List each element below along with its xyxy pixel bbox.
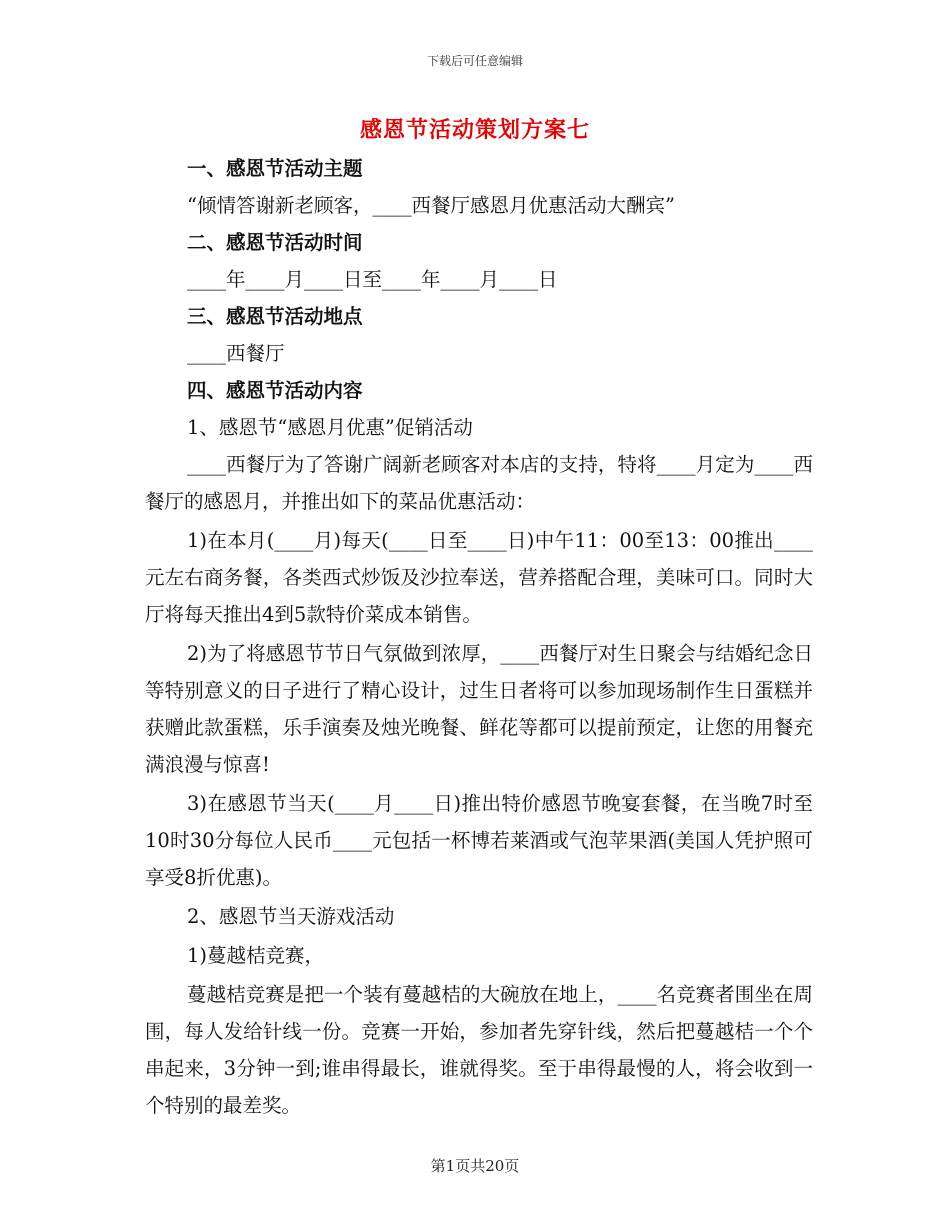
section-heading-theme: 一、感恩节活动主题 xyxy=(187,157,363,180)
subsection-promotion: 1、感恩节“感恩月优惠”促销活动 xyxy=(187,416,473,439)
page-header: 下载后可任意编辑 xyxy=(426,54,523,68)
time-text: ____年____月____日至____年____月____日 xyxy=(187,268,558,291)
subsection-games: 2、感恩节当天游戏活动 xyxy=(187,905,395,928)
promotion-item-2: 2)为了将感恩节节日气氛做到浓厚，____西餐厅对生日聚会与结婚纪念日等特别意义的日子进行了精心设计，过生日者将可以参加现场制作生日蛋糕并获赠此款蛋糕，乐手演奏及烛光晚餐、鲜花等都可以提前预定，让您的用餐充满浪漫与惊喜! xyxy=(145,642,813,776)
section-heading-content: 四、感恩节活动内容 xyxy=(187,379,363,402)
section-heading-location: 三、感恩节活动地点 xyxy=(187,305,363,328)
location-text: ____西餐厅 xyxy=(187,342,285,365)
page-footer: 第1页共20页 xyxy=(430,1157,520,1175)
document-title: 感恩节活动策划方案七 xyxy=(359,117,590,143)
promotion-intro-paragraph: ____西餐厅为了答谢广阔新老顾客对本店的支持，特将____月定为____西餐厅的感恩月，并推出如下的菜品优惠活动： xyxy=(145,453,813,513)
promotion-item-3: 3)在感恩节当天(____月____日)推出特价感恩节晚宴套餐，在当晚7时至10时30分每位人民币____元包括一杯博若莱酒或气泡苹果酒(美国人凭护照可享受8折优惠)。 xyxy=(145,792,813,889)
promotion-item-1: 1)在本月(____月)每天(____日至____日)中午11：00至13：00推出____元左右商务餐，各类西式炒饭及沙拉奉送，营养搭配合理，美味可口。同时大厅将每天推出4到5款特价菜成本销售。 xyxy=(145,529,813,626)
document-body xyxy=(145,150,813,1124)
theme-text: “倾情答谢新老顾客，____西餐厅感恩月优惠活动大酬宾” xyxy=(187,194,675,217)
game-item-1-description: 蔓越桔竞赛是把一个装有蔓越桔的大碗放在地上，____名竞赛者围坐在周围，每人发给针线一份。竞赛一开始，参加者先穿针线，然后把蔓越桔一个个串起来，3分钟一到;谁串得最长，谁就得奖。至于串得最慢的人，将会收到一个特别的最差奖。 xyxy=(145,983,813,1117)
section-heading-time: 二、感恩节活动时间 xyxy=(187,231,363,254)
game-item-1-title: 1)蔓越桔竞赛， xyxy=(187,944,325,967)
